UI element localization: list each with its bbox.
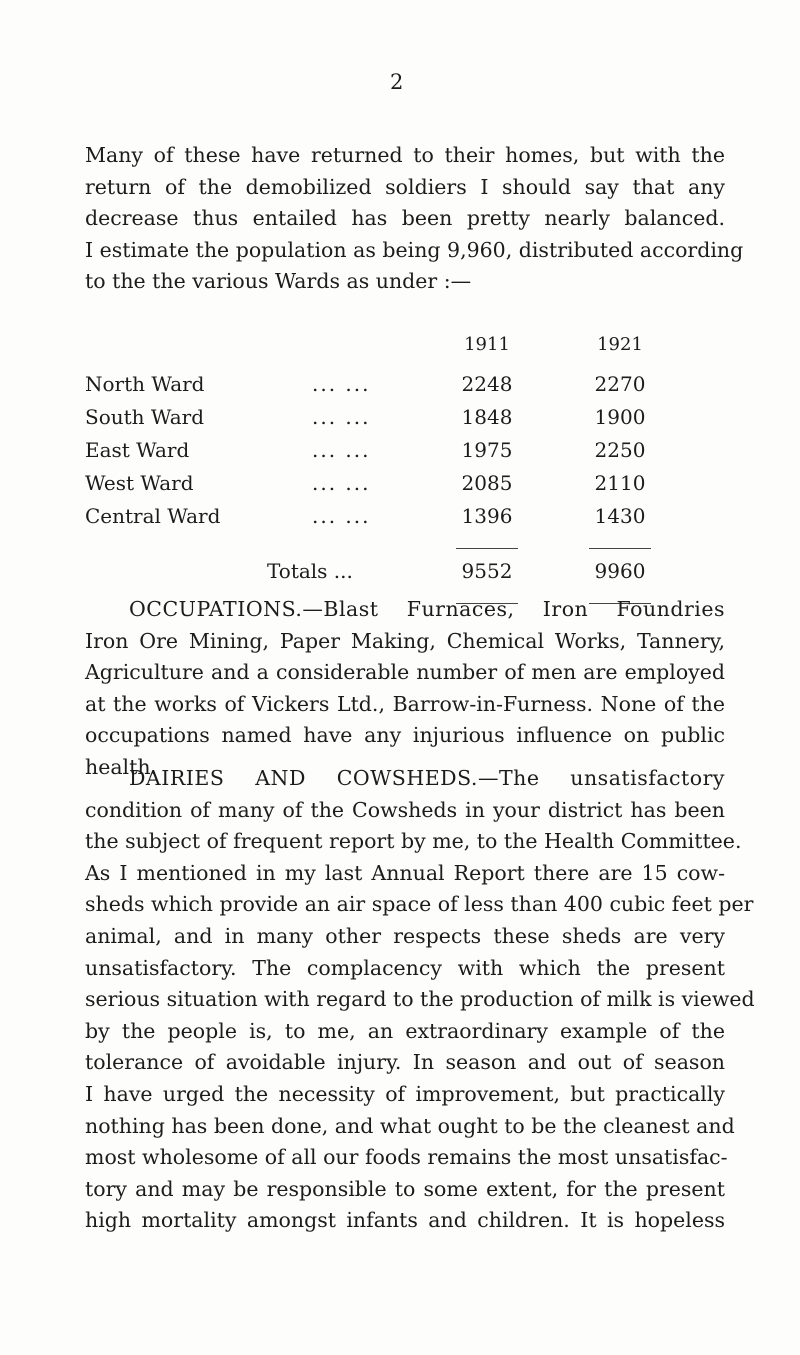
totals-label: Totals ... — [267, 559, 353, 583]
text-line: Iron Ore Mining, Paper Making, Chemical Works, Tannery, — [85, 628, 725, 653]
text-line: at the works of Vickers Ltd., Barrow-in-Furness. None of the — [85, 691, 725, 716]
value-1921: 1900 — [594, 405, 646, 429]
text-line: tolerance of avoidable injury. In season and out of season — [85, 1050, 725, 1075]
text-line: serious situation with regard to the production of milk is viewed — [85, 987, 755, 1012]
total-1911: 9552 — [461, 559, 513, 583]
ward-name: South Ward — [85, 405, 205, 429]
section-heading-line: OCCUPATIONS.—Blast Furnaces, Iron Foundries — [129, 597, 725, 621]
text-line: health. — [85, 754, 158, 779]
value-1911: 2085 — [461, 471, 513, 495]
text-line: the subject of frequent report by me, to the Health Committee. — [85, 829, 742, 854]
table-row — [85, 504, 725, 537]
text-line: animal, and in many other respects these sheds are very — [85, 923, 725, 948]
table-row — [85, 471, 725, 504]
text-line: by the people is, to me, an extraordinary example of the — [85, 1018, 725, 1043]
text-line: occupations named have any injurious influence on public — [85, 723, 725, 748]
column-header-1911: 1911 — [464, 334, 510, 355]
value-1911: 1396 — [461, 504, 513, 528]
totals-row — [85, 559, 725, 592]
table-header-row — [85, 334, 725, 372]
text-line: tory and may be responsible to some extent, for the present — [85, 1176, 725, 1201]
column-header-1921: 1921 — [597, 334, 643, 355]
dairies-paragraph — [85, 763, 755, 1237]
page-number: 2 — [390, 70, 404, 94]
intro-paragraph — [85, 140, 744, 298]
value-1921: 2250 — [594, 438, 646, 462]
ward-name: Central Ward — [85, 504, 221, 528]
value-1921: 1430 — [594, 504, 646, 528]
leader-dots: ... ... — [312, 471, 371, 495]
population-table — [85, 334, 725, 614]
leader-dots: ... ... — [312, 504, 371, 528]
leader-dots: ... ... — [312, 372, 371, 396]
text-line: Many of these have returned to their homes, but with the — [85, 143, 725, 167]
value-1911: 1848 — [461, 405, 513, 429]
rule-line — [456, 548, 518, 549]
ward-name: West Ward — [85, 471, 194, 495]
table-row — [85, 372, 725, 405]
rule-line — [589, 548, 651, 549]
value-1911: 2248 — [461, 372, 513, 396]
leader-dots: ... ... — [312, 405, 371, 429]
text-line: decrease thus entailed has been pretty nearly balanced. — [85, 206, 725, 231]
text-line: Agriculture and a considerable number of men are employed — [85, 660, 725, 685]
text-line: nothing has been done, and what ought to be the cleanest and — [85, 1113, 735, 1138]
text-line: return of the demobilized soldiers I should say that any — [85, 174, 725, 199]
text-line: condition of many of the Cowsheds in your district has been — [85, 797, 725, 822]
value-1921: 2270 — [594, 372, 646, 396]
ward-name: East Ward — [85, 438, 190, 462]
text-line: high mortality amongst infants and children. It is hopeless — [85, 1208, 725, 1233]
table-row — [85, 405, 725, 438]
text-line: sheds which provide an air space of less than 400 cubic feet per — [85, 892, 754, 917]
text-line: I estimate the population as being 9,960, distributed according — [85, 237, 744, 262]
table-row — [85, 438, 725, 471]
subtotal-rule-row — [85, 537, 725, 559]
total-1921: 9960 — [594, 559, 646, 583]
text-line: most wholesome of all our foods remains the most unsatisfac- — [85, 1145, 728, 1170]
ward-name: North Ward — [85, 372, 205, 396]
text-line: to the the various Wards as under :— — [85, 269, 472, 294]
occupations-paragraph — [85, 594, 725, 784]
text-line: As I mentioned in my last Annual Report there are 15 cow- — [85, 860, 725, 885]
text-line: unsatisfactory. The complacency with which the present — [85, 955, 725, 980]
section-heading-line: DAIRIES AND COWSHEDS.—The unsatisfactory — [129, 766, 725, 790]
value-1921: 2110 — [594, 471, 646, 495]
leader-dots: ... ... — [312, 438, 371, 462]
text-line: I have urged the necessity of improvement, but practically — [85, 1081, 725, 1106]
value-1911: 1975 — [461, 438, 513, 462]
